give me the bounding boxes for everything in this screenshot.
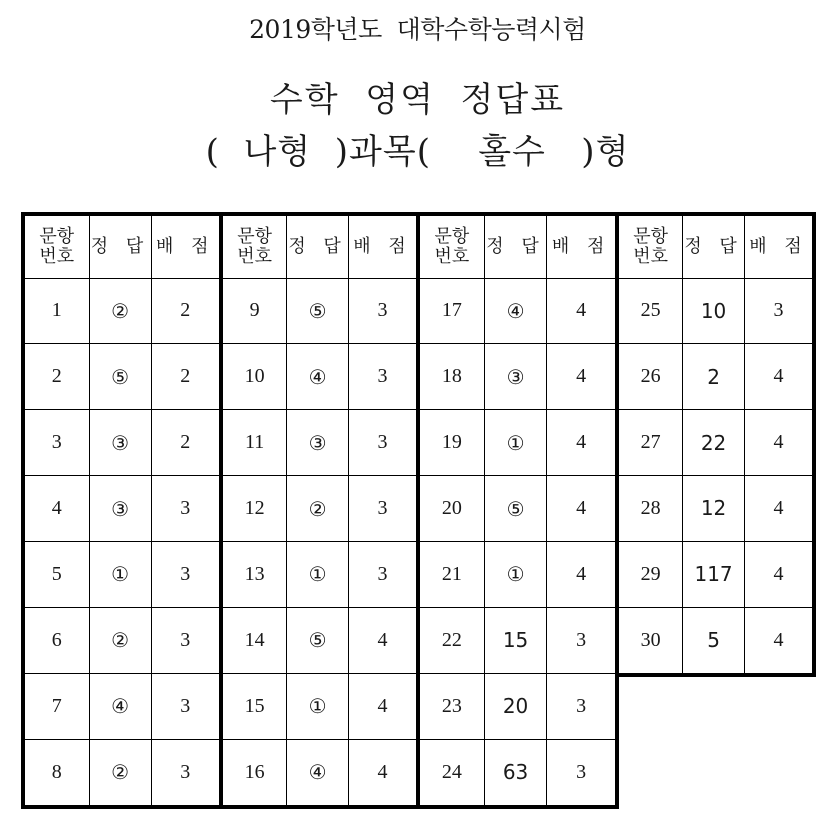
question-number: 18 — [420, 344, 484, 410]
correct-answer: 63 — [484, 739, 546, 805]
question-number: 20 — [420, 476, 484, 542]
points: 3 — [151, 476, 219, 542]
question-number: 15 — [223, 673, 287, 739]
correct-answer: 15 — [484, 607, 546, 673]
table-row — [223, 278, 416, 344]
header-question-number — [619, 216, 683, 278]
question-number: 2 — [25, 344, 89, 410]
header-answer: 정 답 — [683, 216, 745, 278]
table-row — [619, 475, 812, 541]
points: 4 — [744, 410, 812, 476]
answer-block-table — [25, 216, 219, 805]
table-row — [25, 278, 219, 344]
correct-answer: 5 — [683, 607, 745, 673]
question-number: 6 — [25, 607, 89, 673]
points: 3 — [744, 278, 812, 344]
points: 4 — [547, 344, 615, 410]
table-row — [223, 542, 416, 608]
points: 3 — [151, 542, 219, 608]
correct-answer: 22 — [683, 410, 745, 476]
correct-answer: ① — [484, 542, 546, 608]
header-row — [25, 216, 219, 278]
points: 4 — [547, 278, 615, 344]
table-row — [223, 344, 416, 410]
answer-block-4 — [615, 212, 816, 677]
table-row — [25, 476, 219, 542]
points: 3 — [151, 739, 219, 805]
question-number: 11 — [223, 410, 287, 476]
points: 3 — [348, 476, 416, 542]
table-row — [25, 542, 219, 608]
table-row — [25, 410, 219, 476]
question-number: 10 — [223, 344, 287, 410]
table-row — [420, 476, 615, 542]
question-number: 24 — [420, 739, 484, 805]
correct-answer: ② — [89, 739, 151, 805]
points: 3 — [547, 673, 615, 739]
correct-answer: 20 — [484, 673, 546, 739]
question-number: 27 — [619, 410, 683, 476]
question-number: 8 — [25, 739, 89, 805]
points: 4 — [547, 476, 615, 542]
header-answer: 정 답 — [89, 216, 151, 278]
header-question-number — [420, 216, 484, 278]
question-number: 13 — [223, 542, 287, 608]
sheet-title: 수학 영역 정답표 — [269, 80, 566, 120]
header-question-number — [223, 216, 287, 278]
points: 3 — [151, 607, 219, 673]
question-number: 16 — [223, 739, 287, 805]
points: 4 — [547, 410, 615, 476]
question-number: 25 — [619, 278, 683, 344]
points: 3 — [547, 739, 615, 805]
table-row — [25, 739, 219, 805]
table-row — [619, 410, 812, 476]
answer-block-table — [420, 216, 615, 805]
header-answer: 정 답 — [484, 216, 546, 278]
table-row — [420, 739, 615, 805]
question-number: 7 — [25, 673, 89, 739]
points: 3 — [348, 410, 416, 476]
points: 4 — [744, 475, 812, 541]
points: 3 — [348, 278, 416, 344]
points: 2 — [151, 344, 219, 410]
correct-answer: ④ — [287, 739, 349, 805]
correct-answer: ④ — [89, 673, 151, 739]
question-number: 12 — [223, 476, 287, 542]
correct-answer: 10 — [683, 278, 745, 344]
answer-block-3 — [416, 212, 619, 809]
subject-type-subtitle: ( 나형 )과목( 홀수 )형 — [205, 132, 630, 172]
correct-answer: ⑤ — [89, 344, 151, 410]
correct-answer: ① — [89, 542, 151, 608]
header-row — [223, 216, 416, 278]
points: 3 — [348, 344, 416, 410]
header-number-line2: 번호 — [633, 245, 668, 267]
correct-answer: ① — [484, 410, 546, 476]
correct-answer: ③ — [89, 410, 151, 476]
question-number: 23 — [420, 673, 484, 739]
points: 3 — [151, 673, 219, 739]
table-row — [420, 410, 615, 476]
question-number: 30 — [619, 607, 683, 673]
answer-block-table — [223, 216, 416, 805]
table-row — [619, 278, 812, 344]
table-row — [619, 541, 812, 607]
header-answer: 정 답 — [287, 216, 349, 278]
correct-answer: ⑤ — [287, 278, 349, 344]
question-number: 26 — [619, 344, 683, 410]
exam-title: 2019학년도 대학수학능력시험 — [249, 15, 586, 44]
table-row — [223, 410, 416, 476]
correct-answer: ③ — [484, 344, 546, 410]
correct-answer: ② — [287, 476, 349, 542]
correct-answer: ⑤ — [287, 607, 349, 673]
header-number-line1: 문항 — [39, 225, 75, 247]
table-row — [223, 476, 416, 542]
question-number: 9 — [223, 278, 287, 344]
points: 4 — [744, 541, 812, 607]
answer-block-table — [619, 216, 812, 673]
correct-answer: ① — [287, 673, 349, 739]
points: 3 — [348, 542, 416, 608]
question-number: 1 — [25, 278, 89, 344]
header-number-line2: 번호 — [39, 245, 75, 267]
points: 4 — [348, 607, 416, 673]
correct-answer: ① — [287, 542, 349, 608]
header-points: 배 점 — [151, 216, 219, 278]
header-row — [420, 216, 615, 278]
correct-answer: 12 — [683, 475, 745, 541]
table-row — [223, 607, 416, 673]
header-question-number — [25, 216, 89, 278]
question-number: 19 — [420, 410, 484, 476]
points: 2 — [151, 410, 219, 476]
table-row — [25, 344, 219, 410]
header-points: 배 점 — [744, 216, 812, 278]
correct-answer: 2 — [683, 344, 745, 410]
table-row — [420, 673, 615, 739]
table-row — [223, 673, 416, 739]
table-row — [420, 542, 615, 608]
header-number-line1: 문항 — [434, 225, 470, 247]
correct-answer: ⑤ — [484, 476, 546, 542]
correct-answer: ③ — [287, 410, 349, 476]
table-row — [420, 278, 615, 344]
question-number: 14 — [223, 607, 287, 673]
question-number: 4 — [25, 476, 89, 542]
points: 3 — [547, 607, 615, 673]
points: 4 — [348, 673, 416, 739]
header-number-line2: 번호 — [237, 245, 272, 267]
points: 2 — [151, 278, 219, 344]
header-row — [619, 216, 812, 278]
table-row — [420, 607, 615, 673]
question-number: 29 — [619, 541, 683, 607]
header-number-line1: 문항 — [237, 225, 272, 247]
question-number: 17 — [420, 278, 484, 344]
correct-answer: ② — [89, 607, 151, 673]
table-row — [223, 739, 416, 805]
table-row — [619, 607, 812, 673]
table-row — [619, 344, 812, 410]
points: 4 — [744, 344, 812, 410]
question-number: 3 — [25, 410, 89, 476]
header-number-line1: 문항 — [633, 225, 668, 247]
points: 4 — [348, 739, 416, 805]
question-number: 21 — [420, 542, 484, 608]
question-number: 22 — [420, 607, 484, 673]
question-number: 28 — [619, 475, 683, 541]
question-number: 5 — [25, 542, 89, 608]
header-points: 배 점 — [547, 216, 615, 278]
answer-block-2 — [219, 212, 420, 809]
answer-block-1 — [21, 212, 223, 809]
correct-answer: ④ — [484, 278, 546, 344]
correct-answer: ③ — [89, 476, 151, 542]
table-row — [25, 607, 219, 673]
table-row — [420, 344, 615, 410]
points: 4 — [744, 607, 812, 673]
correct-answer: 117 — [683, 541, 745, 607]
points: 4 — [547, 542, 615, 608]
header-number-line2: 번호 — [434, 245, 470, 267]
correct-answer: ② — [89, 278, 151, 344]
header-points: 배 점 — [348, 216, 416, 278]
table-row — [25, 673, 219, 739]
correct-answer: ④ — [287, 344, 349, 410]
